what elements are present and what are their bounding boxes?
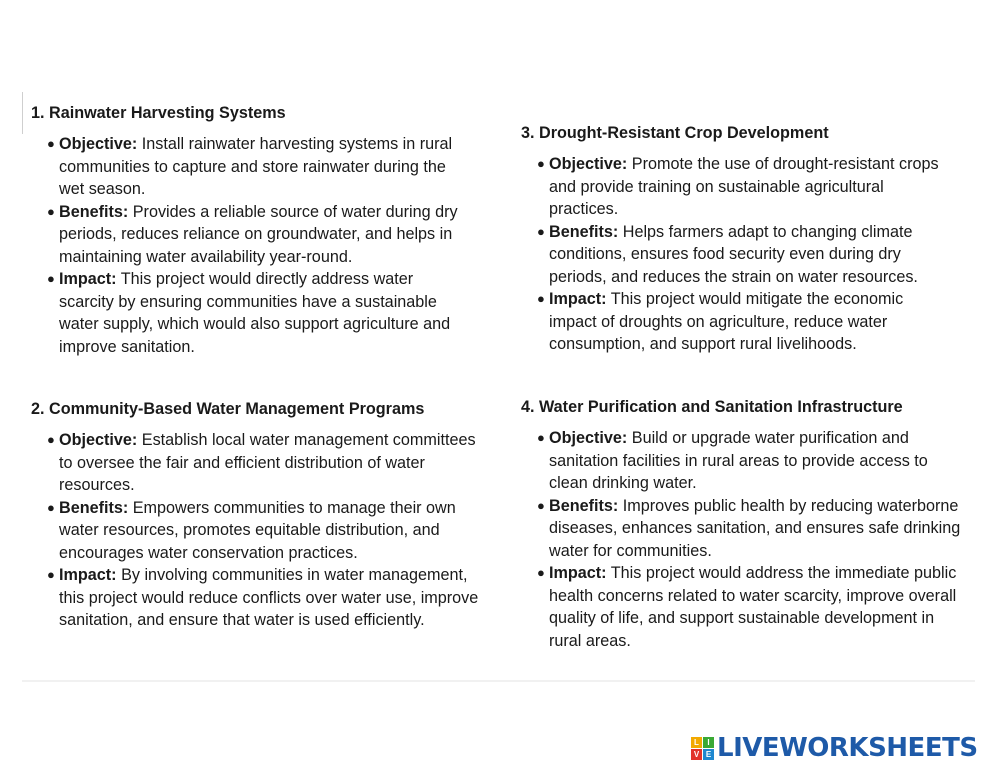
item-text: Build or upgrade water purification and sanitation facilities in rural areas to provide access to clean drinking water. <box>549 429 928 492</box>
project-drought-resistant-crops <box>521 122 951 356</box>
item-label: Benefits: <box>549 222 619 241</box>
item-text: Promote the use of drought-resistant crops and provide training on sustainable agricultural practices. <box>549 155 939 218</box>
item-label: Impact: <box>549 290 607 308</box>
project-details-list <box>521 427 961 652</box>
list-item-impact <box>521 288 951 356</box>
project-title: 3. Drought-Resistant Crop Development <box>521 124 829 142</box>
item-text: This project would address the immediate public health concerns related to water scarcity, improve overall quality of life, and support sustainable development in rural areas. <box>549 564 957 650</box>
item-label: Impact: <box>59 270 117 288</box>
item-text: Establish local water management committees to oversee the fair and efficient distribution of water resources. <box>59 431 476 494</box>
item-text: By involving communities in water management, this project would reduce conflicts over water use, improve sanitation, and ensure that water is used efficiently. <box>59 566 479 629</box>
list-item-benefits <box>521 495 961 563</box>
logo-mark-letter: L <box>691 737 702 748</box>
logo-mark-icon <box>691 737 714 760</box>
item-label: Impact: <box>549 564 607 582</box>
logo-mark-letter: E <box>703 749 714 760</box>
list-item-benefits <box>31 201 471 269</box>
liveworksheets-logo[interactable] <box>691 733 978 763</box>
list-item-impact <box>31 268 471 358</box>
item-text: This project would mitigate the economic impact of droughts on agriculture, reduce water consumption, and support rural livelihoods. <box>549 290 904 353</box>
item-text: Provides a reliable source of water during dry periods, reduces reliance on groundwater, and helps in maintaining water availability year-round. <box>59 202 458 266</box>
list-item-objective <box>31 429 486 497</box>
project-title: 1. Rainwater Harvesting Systems <box>31 104 286 122</box>
item-text: Install rainwater harvesting systems in rural communities to capture and store rainwater during the wet season. <box>59 135 453 198</box>
project-details-list <box>31 429 486 632</box>
list-item-benefits <box>521 221 951 289</box>
item-label: Objective: <box>59 135 138 153</box>
item-text: Improves public health by reducing waterborne diseases, enhances sanitation, and ensures safe drinking water for communities. <box>549 496 961 560</box>
bullet-icon: ● <box>47 136 55 151</box>
bullet-icon: ● <box>537 565 545 580</box>
bullet-icon: ● <box>537 497 545 513</box>
bullet-icon: ● <box>537 430 545 445</box>
item-label: Objective: <box>549 429 628 447</box>
project-title: 4. Water Purification and Sanitation Infrastructure <box>521 398 903 416</box>
project-details-list <box>31 133 471 358</box>
item-text: This project would directly address water scarcity by ensuring communities have a sustainable water supply, which would also support agriculture and improve sanitation. <box>59 270 451 356</box>
list-item-objective <box>31 133 471 201</box>
item-label: Impact: <box>59 566 117 584</box>
project-water-purification <box>521 396 961 652</box>
bullet-icon: ● <box>537 291 545 306</box>
list-item-benefits <box>31 497 486 565</box>
bullet-icon: ● <box>537 156 545 171</box>
text-cursor-line <box>22 92 23 134</box>
item-label: Benefits: <box>59 498 129 517</box>
logo-mark-letter: V <box>691 749 702 760</box>
bullet-icon: ● <box>47 567 55 582</box>
list-item-objective <box>521 427 961 495</box>
list-item-impact <box>521 562 961 652</box>
project-rainwater-harvesting <box>31 102 471 358</box>
bullet-icon: ● <box>47 203 55 219</box>
project-community-water-management <box>31 398 486 632</box>
list-item-impact <box>31 564 486 632</box>
item-label: Objective: <box>59 431 138 449</box>
item-label: Benefits: <box>549 496 619 515</box>
project-details-list <box>521 153 951 356</box>
logo-text: LIVEWORKSHEETS <box>717 733 978 763</box>
bullet-icon: ● <box>47 499 55 515</box>
bullet-icon: ● <box>537 223 545 239</box>
bullet-icon: ● <box>47 432 55 447</box>
item-label: Objective: <box>549 155 628 173</box>
item-text: Empowers communities to manage their own water resources, promotes equitable distribution, and encourages water conservation practices. <box>59 498 456 562</box>
list-item-objective <box>521 153 951 221</box>
bullet-icon: ● <box>47 271 55 286</box>
item-text: Helps farmers adapt to changing climate conditions, ensures food security even during dry periods, and reduces the strain on water resources. <box>549 222 918 286</box>
logo-mark-letter: I <box>703 737 714 748</box>
project-title: 2. Community-Based Water Management Programs <box>31 400 425 418</box>
item-label: Benefits: <box>59 202 129 221</box>
